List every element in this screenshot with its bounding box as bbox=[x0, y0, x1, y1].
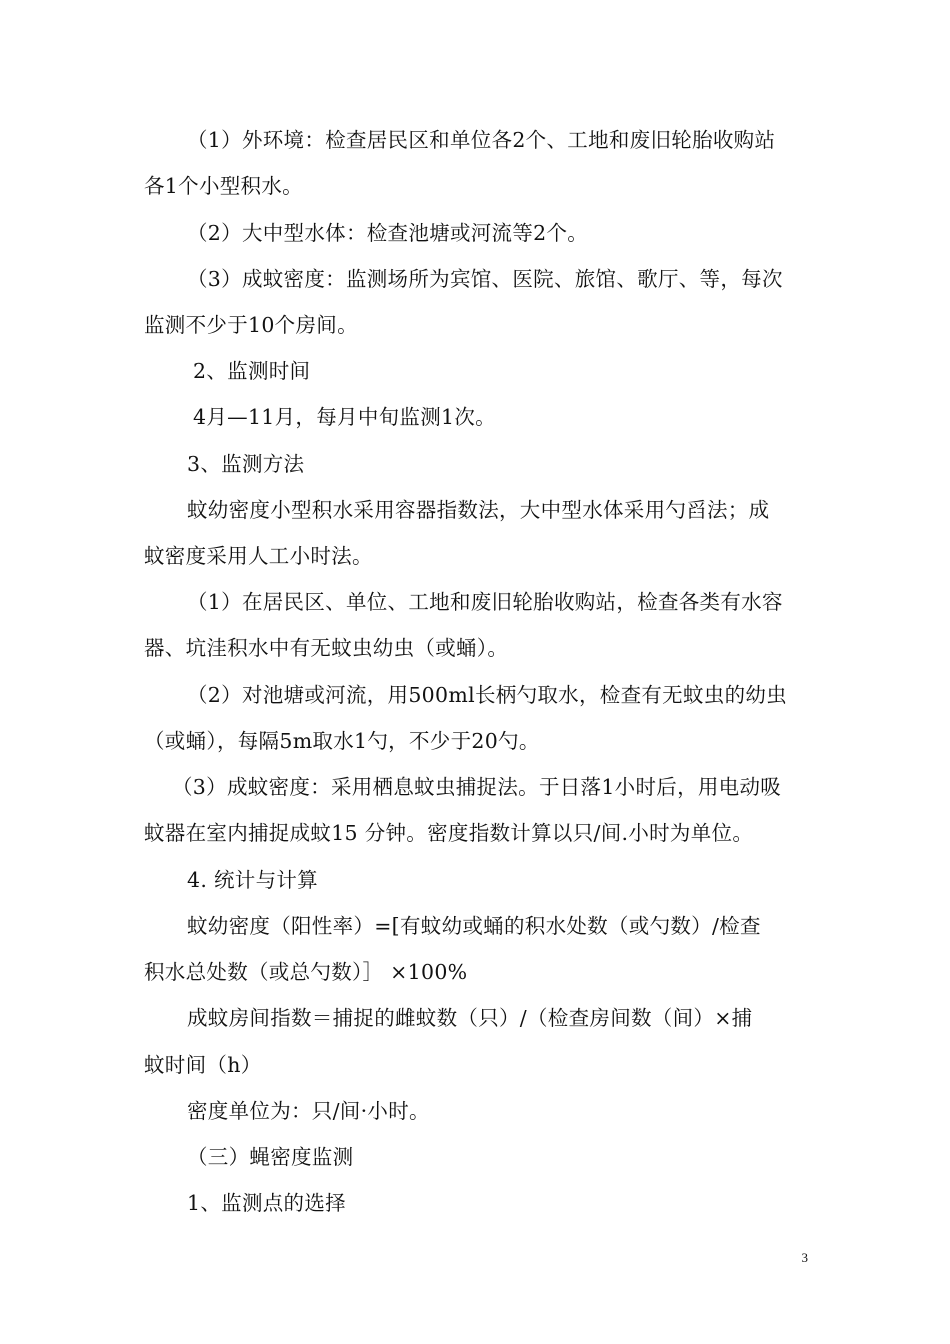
paragraph-line: 4月—11月，每月中旬监测1次。 bbox=[193, 405, 496, 429]
paragraph-line: （2）对池塘或河流，用500ml长柄勺取水，检查有无蚊虫的幼虫 bbox=[187, 683, 787, 707]
paragraph-line: 监测不少于10个房间。 bbox=[144, 313, 358, 337]
section-heading: 2、监测时间 bbox=[193, 359, 311, 383]
page-number: 3 bbox=[801, 1250, 808, 1265]
formula-line: 蚊幼密度（阳性率）=[有蚊幼或蛹的积水处数（或勺数）/检查 bbox=[187, 914, 761, 938]
formula-line: 成蚊房间指数＝捕捉的雌蚊数（只）/（检查房间数（间）×捕 bbox=[187, 1006, 753, 1030]
section-heading: 1、监测点的选择 bbox=[187, 1191, 346, 1215]
section-heading: 4. 统计与计算 bbox=[187, 868, 318, 892]
paragraph-line: （1）外环境：检查居民区和单位各2个、工地和废旧轮胎收购站 bbox=[187, 128, 776, 152]
paragraph-line: 密度单位为：只/间·小时。 bbox=[187, 1099, 430, 1123]
paragraph-line: 器、坑洼积水中有无蚊虫幼虫（或蛹）。 bbox=[144, 636, 509, 660]
paragraph-line: （2）大中型水体：检查池塘或河流等2个。 bbox=[187, 221, 589, 245]
section-heading: （三）蝇密度监测 bbox=[187, 1145, 354, 1169]
paragraph-line: 各1个小型积水。 bbox=[144, 174, 303, 198]
paragraph-line: 蚊幼密度小型积水采用容器指数法，大中型水体采用勺舀法；成 bbox=[187, 498, 770, 522]
paragraph-line: （3）成蚊密度：采用栖息蚊虫捕捉法。于日落1小时后，用电动吸 bbox=[172, 775, 782, 799]
paragraph-line: （1）在居民区、单位、工地和废旧轮胎收购站，检查各类有水容 bbox=[187, 590, 783, 614]
paragraph-line: 蚊密度采用人工小时法。 bbox=[144, 544, 373, 568]
paragraph-line: 蚊器在室内捕捉成蚊15 分钟。密度指数计算以只/间.小时为单位。 bbox=[144, 821, 754, 845]
formula-line: 积水总处数（或总勺数）］ ×100% bbox=[144, 960, 468, 984]
paragraph-line: （3）成蚊密度：监测场所为宾馆、医院、旅馆、歌厅、等，每次 bbox=[187, 267, 783, 291]
section-heading: 3、监测方法 bbox=[187, 452, 305, 476]
formula-line: 蚊时间（h） bbox=[144, 1053, 262, 1077]
paragraph-line: （或蛹），每隔5m取水1勺，不少于20勺。 bbox=[144, 729, 540, 753]
